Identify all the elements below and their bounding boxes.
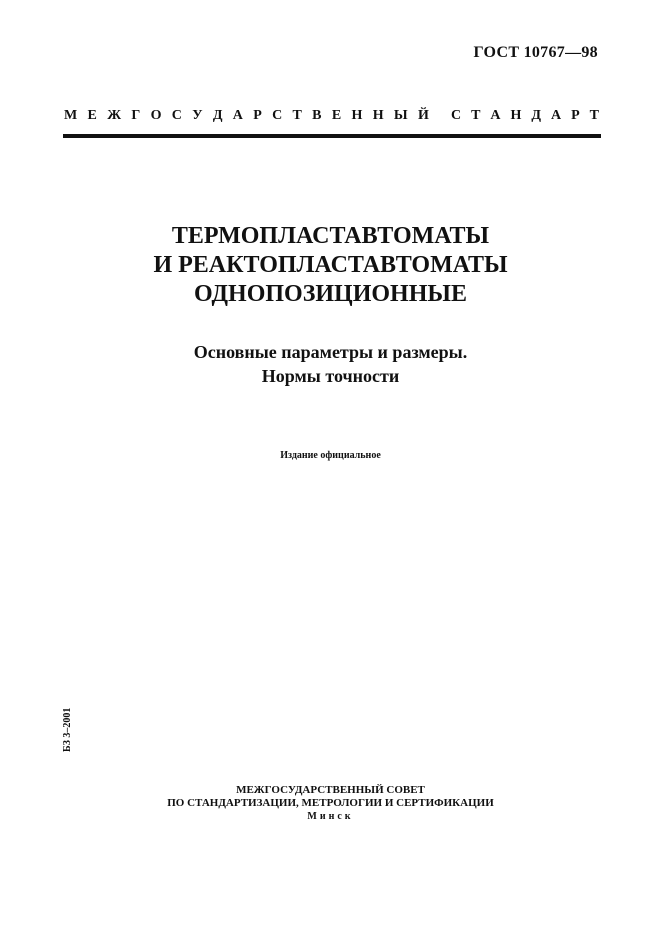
publisher-line-2: ПО СТАНДАРТИЗАЦИИ, МЕТРОЛОГИИ И СЕРТИФИКАЦИИ [167, 797, 494, 809]
title-line-3: ОДНОПОЗИЦИОННЫЕ [194, 281, 467, 307]
header-rule [63, 134, 601, 138]
publisher-block [0, 784, 661, 823]
subtitle-line-1: Основные параметры и размеры. [193, 342, 468, 362]
interstate-standard-label [64, 108, 599, 124]
title-line-2: И РЕАКТОПЛАСТАВТОМАТЫ [153, 252, 508, 278]
interstate-word: М Е Ж Г О С У Д А Р С Т В Е Н Н Ы Й [64, 108, 429, 123]
edition-note: Издание официальное [280, 450, 381, 461]
publisher-city: Минск [307, 811, 354, 822]
document-title [0, 222, 661, 309]
title-line-1: ТЕРМОПЛАСТАВТОМАТЫ [171, 223, 490, 249]
document-subtitle [0, 340, 661, 388]
publisher-line-1: МЕЖГОСУДАРСТВЕННЫЙ СОВЕТ [236, 784, 425, 796]
standard-word: С Т А Н Д А Р Т [451, 108, 599, 123]
subtitle-line-2: Нормы точности [261, 366, 400, 386]
gost-number: ГОСТ 10767—98 [473, 44, 598, 61]
side-code: БЗ 3–2001 [62, 707, 73, 752]
